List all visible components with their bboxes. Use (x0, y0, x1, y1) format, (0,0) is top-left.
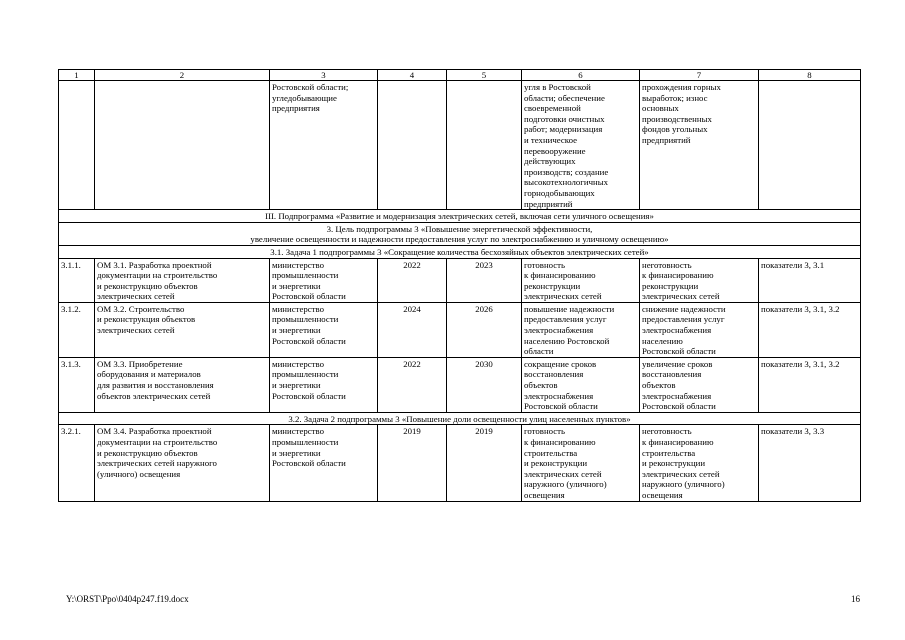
cell-end-year (447, 81, 522, 210)
cell-indicators: показатели 3, 3.3 (759, 425, 861, 501)
cell-result: сокращение сроков восстановления объектов электроснабжения Ростовской области (522, 357, 640, 412)
cell-indicators: показатели 3, 3.1 (759, 258, 861, 302)
header-cell-6: 6 (522, 70, 640, 81)
cell-end-year: 2019 (447, 425, 522, 501)
cell-start-year: 2019 (378, 425, 447, 501)
cell-start-year: 2024 (378, 302, 447, 357)
cell-executor: министерство промышленности и энергетики Ростовской области (270, 425, 378, 501)
cell-name: ОМ 3.4. Разработка проектной документации на строительство и реконструкцию объектов электрических сетей наружного (уличного) освещения (95, 425, 270, 501)
table-row (59, 302, 861, 357)
cell-number: 3.1.1. (59, 258, 95, 302)
subprogram-heading: III. Подпрограмма «Развитие и модернизация электрических сетей, включая сети уличного освещения» (59, 210, 861, 223)
cell-indicators: показатели 3, 3.1, 3.2 (759, 357, 861, 412)
cell-consequence: прохождения горных выработок; износ основных производственных фондов угольных предприятий (640, 81, 759, 210)
cell-indicators: показатели 3, 3.1, 3.2 (759, 302, 861, 357)
header-cell-8: 8 (759, 70, 861, 81)
cell-result: готовность к финансированию реконструкции электрических сетей (522, 258, 640, 302)
cell-end-year: 2023 (447, 258, 522, 302)
cell-executor: Ростовской области; угледобывающие предприятия (270, 81, 378, 210)
cell-consequence: неготовность к финансированию строительства и реконструкции электрических сетей наружного (уличного) освещения (640, 425, 759, 501)
header-cell-2: 2 (95, 70, 270, 81)
section-row-task2 (59, 412, 861, 425)
cell-start-year: 2022 (378, 357, 447, 412)
header-row (59, 70, 861, 81)
cell-end-year: 2026 (447, 302, 522, 357)
cell-name (95, 81, 270, 210)
cell-name: ОМ 3.1. Разработка проектной документации на строительство и реконструкцию объектов электрических сетей (95, 258, 270, 302)
table-row (59, 357, 861, 412)
section-row-task1 (59, 245, 861, 258)
cell-number: 3.2.1. (59, 425, 95, 501)
section-row-subprogram (59, 210, 861, 223)
header-cell-1: 1 (59, 70, 95, 81)
cell-name: ОМ 3.3. Приобретение оборудования и материалов для развития и восстановления объектов электрических сетей (95, 357, 270, 412)
cell-result: угля в Ростовской области; обеспечение своевременной подготовки очистных работ; модернизация и техническое перевооружение действующих производств; создание высокотехнологичных горнодобывающих предприятий (522, 81, 640, 210)
cell-consequence: неготовность к финансированию реконструкции электрических сетей (640, 258, 759, 302)
cell-start-year (378, 81, 447, 210)
cell-executor: министерство промышленности и энергетики Ростовской области (270, 258, 378, 302)
section-row-goal (59, 222, 861, 245)
cell-number: 3.1.3. (59, 357, 95, 412)
task1-heading: 3.1. Задача 1 подпрограммы 3 «Сокращение количества бесхозяйных объектов электрических сетей» (59, 245, 861, 258)
header-cell-4: 4 (378, 70, 447, 81)
cell-end-year: 2030 (447, 357, 522, 412)
cell-number (59, 81, 95, 210)
program-table (58, 69, 861, 502)
footer-file-path: Y:\ORST\Ppo\0404p247.f19.docx (66, 594, 189, 604)
header-cell-5: 5 (447, 70, 522, 81)
cell-number: 3.1.2. (59, 302, 95, 357)
task2-heading: 3.2. Задача 2 подпрограммы 3 «Повышение доли освещенности улиц населенных пунктов» (59, 412, 861, 425)
table-row (59, 425, 861, 501)
cell-indicators (759, 81, 861, 210)
header-cell-7: 7 (640, 70, 759, 81)
cell-executor: министерство промышленности и энергетики Ростовской области (270, 302, 378, 357)
cell-start-year: 2022 (378, 258, 447, 302)
cell-executor: министерство промышленности и энергетики Ростовской области (270, 357, 378, 412)
cell-result: повышение надежности предоставления услуг электроснабжения населению Ростовской области (522, 302, 640, 357)
header-cell-3: 3 (270, 70, 378, 81)
table-row (59, 258, 861, 302)
cell-consequence: увеличение сроков восстановления объектов электроснабжения Ростовской области (640, 357, 759, 412)
table-row-continuation (59, 81, 861, 210)
cell-consequence: снижение надежности предоставления услуг электроснабжения населению Ростовской области (640, 302, 759, 357)
cell-result: готовность к финансированию строительства и реконструкции электрических сетей наружного (уличного) освещения (522, 425, 640, 501)
goal-heading: 3. Цель подпрограммы 3 «Повышение энергетической эффективности, увеличение освещенности и надежности предоставления услуг по электроснабжению и уличному освещению» (59, 222, 861, 245)
cell-name: ОМ 3.2. Строительство и реконструкция объектов электрических сетей (95, 302, 270, 357)
page-number: 16 (851, 594, 860, 604)
